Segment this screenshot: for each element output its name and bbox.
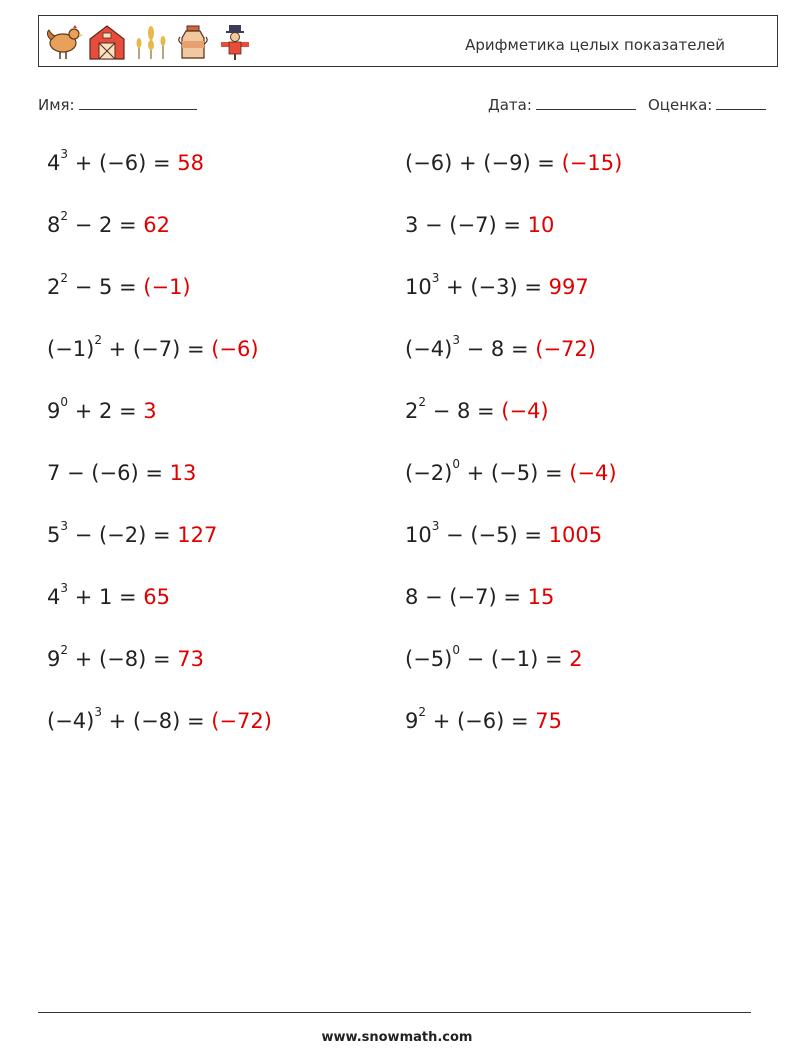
problem-expression: + (−7) =	[101, 337, 212, 361]
problem-expression: − 8 =	[426, 399, 502, 423]
problem-exponent: 2	[60, 643, 69, 657]
problem-exponent: 3	[431, 519, 440, 533]
date-line[interactable]	[536, 95, 636, 110]
problem-base: 8 − (−7) =	[405, 585, 528, 609]
problem-expression: + (−5) =	[459, 461, 570, 485]
problem-right-1	[405, 150, 622, 176]
problem-base: 7 − (−6) =	[47, 461, 170, 485]
date-field[interactable]	[488, 95, 636, 114]
problem-answer: 62	[143, 213, 171, 237]
problem-exponent: 2	[60, 209, 69, 223]
problem-answer: (−4)	[569, 461, 617, 485]
grade-label: Оценка:	[648, 96, 713, 114]
problem-expression: + 2 =	[68, 399, 144, 423]
scarecrow-icon	[215, 23, 255, 61]
problem-base: 9	[405, 709, 419, 733]
problem-base: 8	[47, 213, 61, 237]
problem-exponent: 3	[60, 147, 69, 161]
problem-answer: (−4)	[501, 399, 549, 423]
problem-base: (−4)	[47, 709, 95, 733]
problem-answer: 2	[569, 647, 583, 671]
problem-right-4	[405, 333, 596, 362]
worksheet-title: Арифметика целых показателей	[465, 36, 725, 54]
problem-answer: (−72)	[535, 337, 596, 361]
problem-expression: + (−8) =	[68, 647, 178, 671]
problem-answer: 75	[535, 709, 562, 733]
problem-left-7	[47, 519, 218, 548]
problem-exponent: 2	[418, 705, 427, 719]
problem-base: 9	[47, 647, 61, 671]
problem-exponent: 2	[418, 395, 427, 409]
grade-field[interactable]	[648, 95, 766, 114]
problem-base: 5	[47, 523, 61, 547]
problem-base: 9	[47, 399, 61, 423]
problem-right-3	[405, 271, 589, 300]
problem-answer: 127	[177, 523, 218, 547]
problem-exponent: 3	[452, 333, 460, 347]
problem-expression: + (−6) =	[68, 151, 178, 175]
problem-right-10	[405, 705, 562, 734]
problem-answer: (−15)	[561, 151, 623, 175]
problem-exponent: 2	[60, 271, 69, 285]
problem-expression: − (−2) =	[68, 523, 178, 547]
problem-expression: − 2 =	[68, 213, 144, 237]
problem-left-4	[47, 333, 259, 362]
problem-answer: 13	[169, 461, 197, 485]
problem-expression: + (−8) =	[101, 709, 212, 733]
problem-base: 4	[47, 585, 61, 609]
problem-exponent: 0	[60, 395, 69, 409]
barn-icon	[87, 23, 127, 61]
problem-base: 2	[405, 399, 419, 423]
problem-exponent: 3	[60, 581, 69, 595]
grade-line[interactable]	[716, 95, 766, 110]
name-label: Имя:	[38, 96, 75, 114]
problem-left-3	[47, 271, 191, 300]
problem-right-8	[405, 584, 554, 610]
footer-divider	[38, 1012, 751, 1013]
problem-expression: + 1 =	[68, 585, 144, 609]
problem-answer: 1005	[548, 523, 603, 547]
wheat-icon	[131, 23, 171, 61]
problem-answer: 3	[143, 399, 157, 423]
chicken-icon	[43, 23, 83, 61]
milk-can-icon	[175, 23, 211, 61]
problem-answer: 58	[177, 151, 204, 175]
problem-answer: 997	[548, 275, 589, 299]
worksheet-header	[38, 15, 778, 67]
problem-right-5	[405, 395, 549, 424]
problem-answer: 10	[527, 213, 555, 237]
problem-expression: − (−1) =	[459, 647, 570, 671]
problem-answer: (−6)	[211, 337, 259, 361]
problem-base: 10	[405, 275, 432, 299]
problem-left-6	[47, 460, 196, 486]
problem-answer: 15	[527, 585, 555, 609]
problem-base: (−6) + (−9) =	[405, 151, 562, 175]
problem-left-9	[47, 643, 204, 672]
name-field[interactable]	[38, 95, 197, 114]
date-label: Дата:	[488, 96, 532, 114]
problem-expression: − 5 =	[68, 275, 144, 299]
problem-expression: + (−6) =	[426, 709, 536, 733]
problem-answer: (−1)	[143, 275, 191, 299]
problem-exponent: 0	[452, 643, 460, 657]
problem-left-2	[47, 209, 171, 238]
problem-right-9	[405, 643, 583, 672]
problem-answer: 65	[143, 585, 171, 609]
footer-url: www.snowmath.com	[321, 1030, 473, 1045]
problem-answer: (−72)	[211, 709, 272, 733]
problem-expression: − 8 =	[459, 337, 536, 361]
problem-left-5	[47, 395, 157, 424]
name-line[interactable]	[79, 95, 197, 110]
problem-base: (−4)	[405, 337, 453, 361]
problem-expression: − (−5) =	[439, 523, 549, 547]
problem-left-8	[47, 581, 171, 610]
problem-right-2	[405, 212, 554, 238]
problem-base: 2	[47, 275, 61, 299]
problem-exponent: 3	[94, 705, 102, 719]
header-icons	[43, 22, 255, 62]
problem-left-1	[47, 147, 204, 176]
problem-base: 10	[405, 523, 432, 547]
problem-answer: 73	[177, 647, 204, 671]
problem-right-6	[405, 457, 617, 486]
problem-base: (−1)	[47, 337, 95, 361]
problem-expression: + (−3) =	[439, 275, 549, 299]
problem-exponent: 0	[452, 457, 460, 471]
problem-base: (−2)	[405, 461, 453, 485]
problem-left-10	[47, 705, 272, 734]
problem-right-7	[405, 519, 603, 548]
problem-exponent: 2	[94, 333, 102, 347]
problem-base: 4	[47, 151, 61, 175]
problem-exponent: 3	[60, 519, 69, 533]
problem-base: 3 − (−7) =	[405, 213, 528, 237]
problem-base: (−5)	[405, 647, 453, 671]
problem-exponent: 3	[431, 271, 440, 285]
